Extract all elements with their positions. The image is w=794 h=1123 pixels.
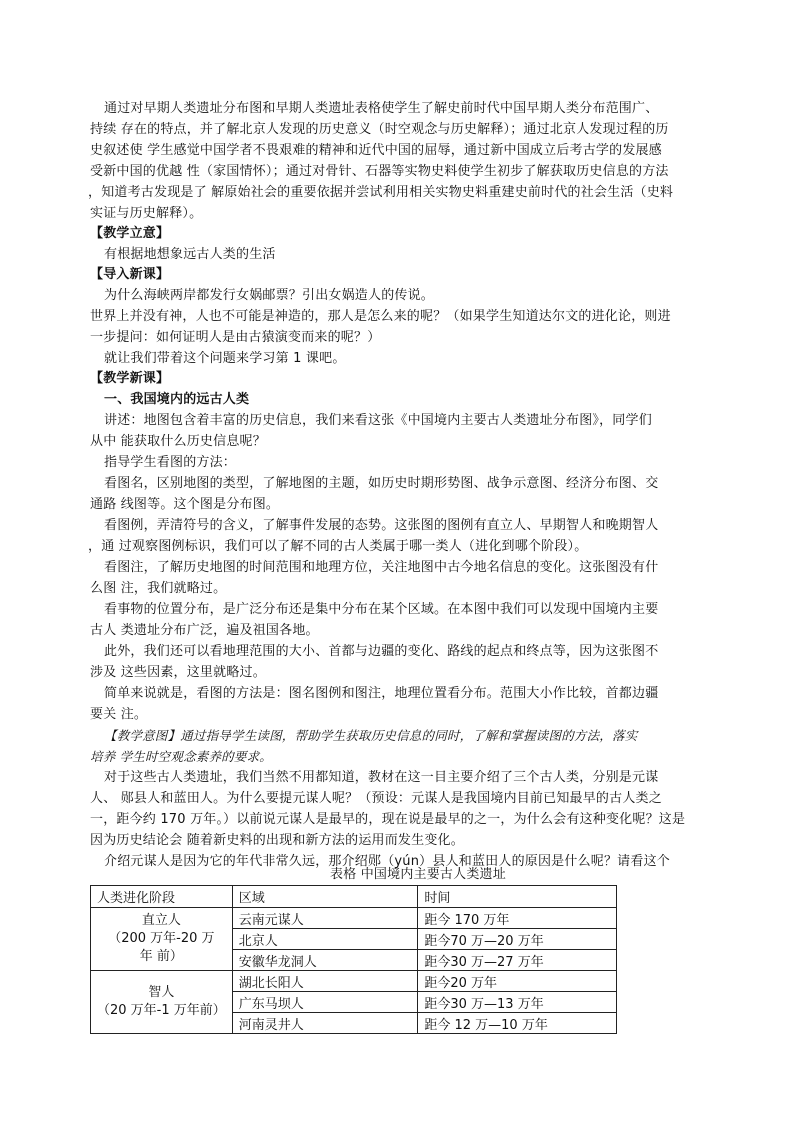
lesson-text-line: ，通 过观察图例标识，我们可以了解不同的古人类属于哪一类人（进化到哪个阶段）。	[88, 539, 588, 554]
lesson-text-line: 指导学生看图的方法：	[104, 455, 237, 470]
objective-text-line: 实证与历史解释）。	[90, 206, 203, 221]
lesson-text-line: 涉及 这些因素，这里就略过。	[90, 665, 266, 680]
time-cell: 距今 170 万年	[418, 908, 617, 929]
lesson-text-line: 要关 注。	[90, 707, 148, 722]
stage-range: （20 万年-1 万年前）	[96, 1003, 226, 1018]
objective-text-line: 通过对早期人类遗址分布图和早期人类遗址表格使学生了解史前时代中国早期人类分布范围广、	[104, 101, 659, 116]
stage-cell-homo-erectus	[91, 908, 233, 971]
teaching-intent-note: 【教学意图】通过指导学生读图，帮助学生获取历史信息的同时，了解和掌握读图的方法，落实	[104, 728, 638, 743]
region-cell: 湖北长阳人	[232, 971, 418, 992]
table-caption: 表格 中国境内主要古人类遗址	[330, 867, 506, 882]
region-cell: 安徽华龙洞人	[232, 950, 418, 971]
lesson-text-line: 从中 能获取什么历史信息呢？	[90, 434, 266, 449]
time-cell: 距今20 万年	[418, 971, 617, 992]
lesson-text-line: 人、 郧县人和蓝田人。为什么要提元谋人呢？（预设：元谋人是我国境内目前已知最早的古人类之	[90, 791, 662, 806]
header-cell: 时间	[418, 886, 617, 908]
lesson-text-line: 么图 注，我们就略过。	[90, 581, 227, 596]
section-heading-new-lesson: 【教学新课】	[90, 371, 170, 386]
stage-name: 智人	[148, 985, 175, 1000]
lesson-text-line: 简单来说就是，看图的方法是：图名图例和图注，地理位置看分布。范围大小作比较，首都边疆	[104, 686, 659, 701]
time-cell: 距今30 万—13 万年	[418, 992, 617, 1013]
lesson-text-line: 古人 类遗址分布广泛，遍及祖国各地。	[90, 623, 319, 638]
objective-text-line: 史叙述使 学生感觉中国学者不畏艰难的精神和近代中国的屈辱，通过新中国成立后考古学的发展感	[90, 143, 662, 158]
table-row	[91, 908, 617, 929]
stage-range: （200 万年-20 万	[108, 931, 215, 946]
region-cell: 河南灵井人	[232, 1013, 418, 1034]
lesson-text-line: 因为历史结论会 随着新史料的出现和新方法的运用而发生变化。	[90, 833, 464, 848]
lesson-text-line: 看事物的位置分布，是广泛分布还是集中分布在某个区域。在本图中我们可以发现中国境内主要	[104, 602, 659, 617]
teaching-intent-note: 培养 学生时空观念素养的要求。	[90, 749, 272, 764]
region-cell: 北京人	[232, 929, 418, 950]
section-heading-intro: 【导入新课】	[90, 267, 170, 282]
lesson-text-line: 讲述：地图包含着丰富的历史信息，我们来看这张《中国境内主要古人类遗址分布图》，同学们	[104, 413, 652, 428]
objective-text-line: 持续 存在的特点，并了解北京人发现的历史意义（时空观念与历史解释）；通过北京人发现过程的历	[90, 122, 669, 137]
intro-text-line: 就让我们带着这个问题来学习第 1 课吧。	[104, 351, 346, 366]
table-header-row	[91, 886, 617, 908]
lesson-text-line: 对于这些古人类遗址，我们当然不用都知道，教材在这一目主要介绍了三个古人类，分别是元谋	[104, 770, 659, 785]
header-cell: 区域	[232, 886, 418, 908]
lesson-text-line: 一，距今约 170 万年。）以前说元谋人是最早的，现在说是最早的之一，为什么会有这种变化呢？这是	[90, 812, 686, 827]
teaching-idea-text: 有根据地想象远古人类的生活	[104, 247, 276, 262]
time-cell: 距今 12 万—10 万年	[418, 1013, 617, 1034]
stage-name: 直立人	[141, 913, 181, 928]
time-cell: 距今70 万—20 万年	[418, 929, 617, 950]
lesson-text-line: 看图名，区别地图的类型，了解地图的主题，如历史时期形势图、战争示意图、经济分布图、交	[104, 476, 659, 491]
section-heading-teaching-idea: 【教学立意】	[90, 226, 170, 241]
subheading-ancient-humans: 一、我国境内的远古人类	[104, 392, 250, 407]
region-cell: 云南元谋人	[232, 908, 418, 929]
lesson-text-line: 通路 线图等。这个图是分布图。	[90, 497, 280, 512]
table-row	[91, 971, 617, 992]
objective-text-line: 受新中国的优越 性（家国情怀）；通过对骨针、石器等实物史料使学生初步了解获取历史信息的方法	[90, 164, 669, 179]
stage-range: 年 前）	[139, 949, 183, 964]
lesson-text-line: 看图注，了解历史地图的时间范围和地理方位，关注地图中古今地名信息的变化。这张图没有什	[104, 560, 659, 575]
intro-text-line: 一步提问：如何证明人是由古猿演变而来的呢？）	[90, 330, 381, 345]
lesson-text-line: 介绍元谋人是因为它的年代非常久远，那介绍郧（yún）县人和蓝田人的原因是什么呢？请看这个	[104, 854, 670, 869]
lesson-text-line: 此外，我们还可以看地理范围的大小、首都与边疆的变化、路线的起点和终点等，因为这张图不	[104, 644, 659, 659]
lesson-text-line: 看图例，弄清符号的含义，了解事件发展的态势。这张图的图例有直立人、早期智人和晚期智人	[104, 518, 659, 533]
intro-text-line: 为什么海峡两岸都发行女娲邮票？引出女娲造人的传说。	[104, 288, 435, 303]
ancient-human-sites-table	[90, 885, 617, 1034]
time-cell: 距今30 万—27 万年	[418, 950, 617, 971]
stage-cell-homo-sapiens	[91, 971, 233, 1034]
objective-text-line: ，知道考古发现是了 解原始社会的重要依据并尝试利用相关实物史料重建史前时代的社会生活（史料	[88, 185, 674, 200]
intro-text-line: 世界上并没有神，人也不可能是神造的，那人是怎么来的呢？（如果学生知道达尔文的进化论，则进	[90, 309, 671, 324]
region-cell: 广东马坝人	[232, 992, 418, 1013]
header-cell: 人类进化阶段	[91, 886, 233, 908]
